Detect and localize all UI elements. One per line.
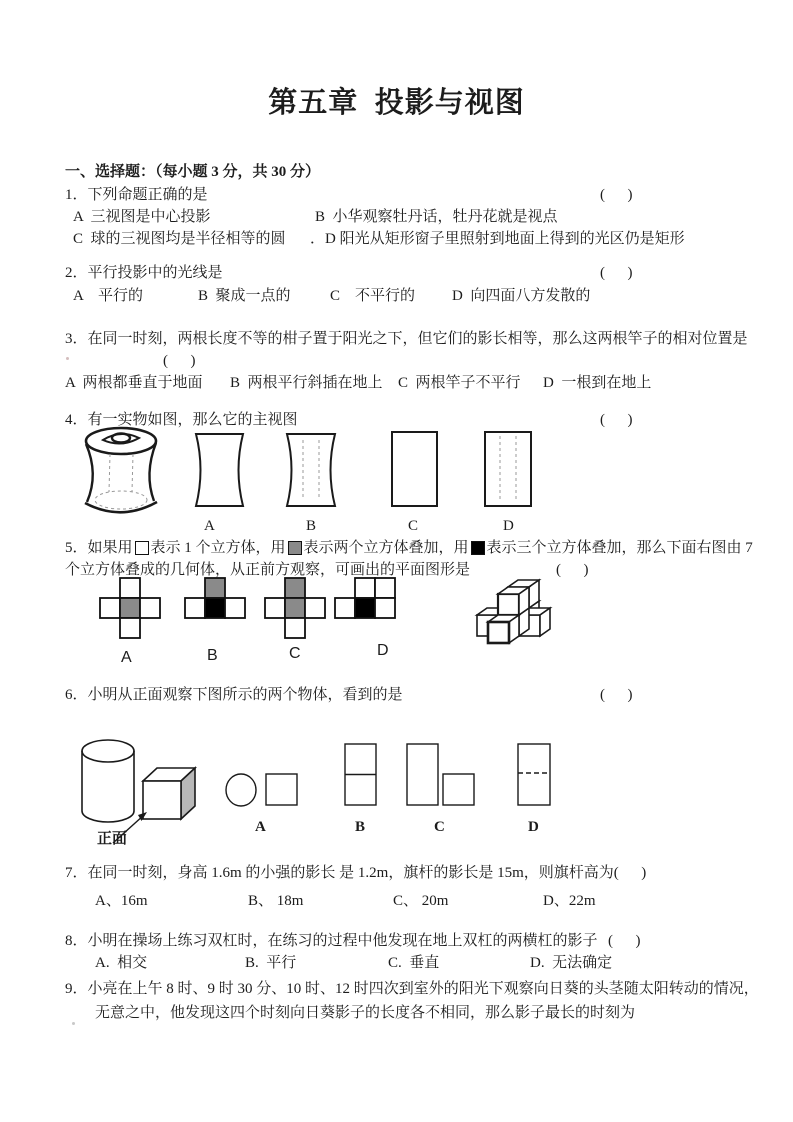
q3-option-c: C 两根竿子不平行 [398,375,521,391]
q7-option-b: B、 18m [248,893,304,909]
q6-label-d: D [528,819,539,835]
cube-stack-figure [477,580,550,643]
q3-option-a: A 两根都垂直于地面 [65,375,203,391]
q4-option-a-shape [196,434,243,506]
vase-object-drawing [85,428,157,512]
section-heading: 一、选择题：（每小题 3 分，共 30 分） [65,164,321,180]
q9-stem-line2: 无意之中，他发现这四个时刻向日葵影子的长度各不相同，那么影子最长的时刻为 [95,1005,636,1021]
q2-option-a: A 平行的 [73,288,144,304]
q7-option-d: D、22m [543,893,596,909]
q6-option-c-rect [407,744,438,805]
stray-mark [66,357,69,360]
q4-option-d-shape [485,432,531,506]
q8-stem: 8．小明在操场上练习双杠时，在练习的过程中他发现在地上双杠的两横杠的影子 [65,933,598,949]
q8-option-c: C. 垂直 [388,955,440,971]
q1-option-b: B 小华观察牡丹话，牡丹花就是视点 [315,209,558,225]
q3-stem: 3．在同一时刻，两根长度不等的柑子置于阳光之下，但它们的影长相等，那么这两根竿子的相对位置是 [65,331,748,347]
q6-label-b: B [355,819,366,835]
q2-bracket: ( ) [600,265,633,281]
q5-label-c: C [289,645,301,662]
gray-cube-symbol [288,541,302,555]
q6-label-c: C [434,819,445,835]
q7-stem-line [65,863,646,883]
q4-option-shapes [196,432,531,506]
q7-stem: 7．在同一时刻，身高 1.6m 的小强的影长 是 1.2m，旗杆的影长是 15m，则旗杆高为 [65,865,614,881]
q5-label-b: B [207,647,218,664]
q3-option-b: B 两根平行斜插在地上 [230,375,383,391]
q5-option-a-grid [100,578,160,638]
q6-option-a-square [266,774,297,805]
q6-option-d-rect [518,744,550,805]
q7-bracket: ( ) [613,865,647,881]
q1-option-d: ．D 阳光从矩形窗子里照射到地面上得到的光区仍是矩形 [310,231,685,247]
q8-option-a: A. 相交 [95,955,148,971]
q4-label-b: B [306,518,317,534]
q4-label-a: A [204,518,215,534]
q2-option-b: B 聚成一点的 [198,288,291,304]
q6-option-a-circle [226,774,256,806]
q4-stem: 4．有一实物如图，那么它的主视图 [65,412,298,428]
q5-option-d-grid [335,578,395,618]
q5-option-grids [100,578,395,638]
q1-bracket: ( ) [600,187,633,203]
q4-option-b-shape [287,434,335,506]
q5-option-c-grid [265,578,325,638]
q6-stem: 6．小明从正面观察下图所示的两个物体，看到的是 [65,687,403,703]
q5-label-a: A [121,649,132,666]
q4-label-c: C [408,518,419,534]
q8-bracket: ( ) [608,933,641,949]
q4-figure-svg [80,420,550,522]
q4-label-d: D [503,518,514,534]
q2-option-d: D 向四面八方发散的 [452,288,591,304]
q3-option-d: D 一根到在地上 [543,375,652,391]
q7-option-c: C、 20m [393,893,449,909]
q2-option-c: C 不平行的 [330,288,416,304]
q8-option-b: B. 平行 [245,955,297,971]
black-cube-symbol [471,541,485,555]
cube-drawing [143,768,195,819]
q4-option-c-shape [392,432,437,506]
q6-label-a: A [255,819,266,835]
q9-stem-line1: 9．小亮在上午 8 时、9 时 30 分、10 时、12 时四次到室外的阳光下观察向日葵的头茎随太阳转动的情况， [65,981,759,997]
q7-option-a: A、16m [95,893,148,909]
q5-stem-part2: 表示 1 个立方体，用 [150,540,286,556]
q5-bracket: ( ) [556,562,589,578]
q3-bracket: ( ) [163,353,196,369]
q6-bracket: ( ) [600,687,633,703]
q2-stem: 2．平行投影中的光线是 [65,265,223,281]
page-title: 第五章 投影与视图 [268,87,525,119]
q5-figure-svg [90,575,570,650]
q5-stem-part3: 表示两个立方体叠加，用 [303,540,469,556]
q4-bracket: ( ) [600,412,633,428]
q5-option-b-grid [185,578,245,618]
q8-option-d: D. 无法确定 [530,955,613,971]
q5-stem-part1: 5．如果用 [65,540,133,556]
q1-stem: 1．下列命题正确的是 [65,187,208,203]
q5-label-d: D [377,642,389,659]
q1-option-a: A 三视图是中心投影 [73,209,211,225]
q6-option-c-square [443,774,474,805]
q5-stem-line1 [65,538,753,558]
q5-stem-part4: 表示三个立方体叠加，那么下面右图由 7 [486,540,753,556]
cylinder-drawing [82,740,134,822]
q6-figure-svg [70,728,580,854]
front-view-label: 正面 [97,831,128,847]
q6-option-shapes [226,744,550,806]
q5-stem-line2: 个立方体叠成的几何体，从正前方观察，可画出的平面图形是 [65,562,471,578]
white-cube-symbol [135,541,149,555]
stray-mark-2 [72,1022,75,1025]
q1-option-c: C 球的三视图均是半径相等的圆 [73,231,286,247]
